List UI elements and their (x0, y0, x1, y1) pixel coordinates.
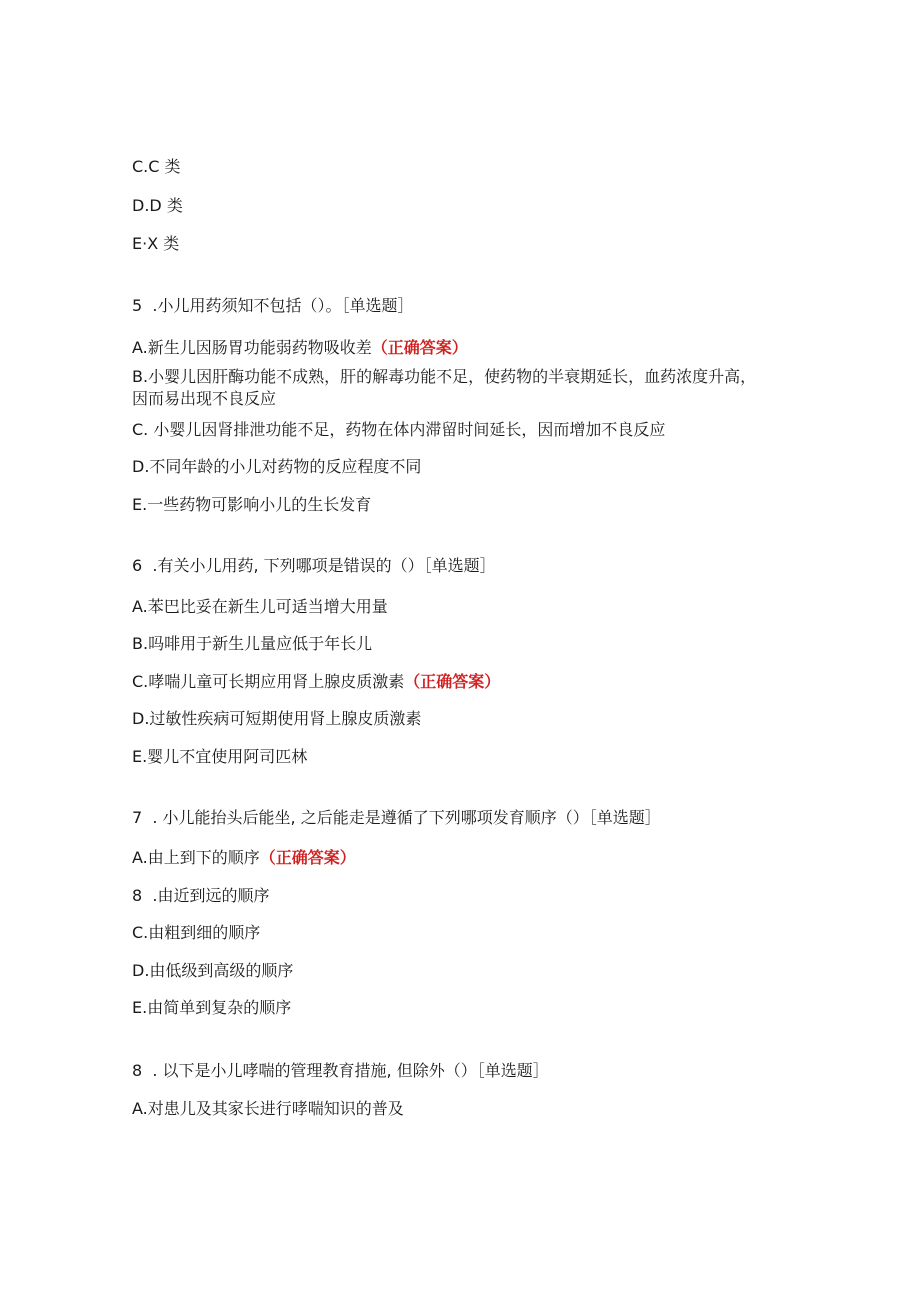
q5-title: 5 .小儿用药须知不包括（）。［单选题］ (132, 296, 414, 315)
q4-option-d: D.D 类 (132, 196, 183, 215)
q6-option-c (132, 671, 500, 693)
q6-option-d: D.过敏性疾病可短期使用肾上腺皮质激素 (132, 709, 422, 728)
q5-option-b: B.小婴儿因肝酶功能不成熟，肝的解毒功能不足，使药物的半衰期延长，血药浓度升高，因而易出现不良反应 (132, 367, 757, 408)
q6-option-a: A.苯巴比妥在新生儿可适当增大用量 (132, 597, 388, 616)
q8-option-a: A.对患儿及其家长进行哮喘知识的普及 (132, 1099, 404, 1118)
q5-option-d: D.不同年龄的小儿对药物的反应程度不同 (132, 457, 422, 476)
q5-option-c: C. 小婴儿因肾排泄功能不足，药物在体内滞留时间延长，因而增加不良反应 (132, 420, 666, 439)
q8-title: 8 . 以下是小儿哮喘的管理教育措施, 但除外（）［单选题］ (132, 1061, 549, 1080)
q5-option-e: E.一些药物可影响小儿的生长发育 (132, 495, 372, 514)
q6-option-b: B.吗啡用于新生儿量应低于年长儿 (132, 634, 373, 653)
correct-answer-mark: （正确答案） (404, 672, 501, 691)
q6-title: 6 .有关小儿用药, 下列哪项是错误的（）［单选题］ (132, 556, 496, 575)
q7-option-a (132, 847, 356, 869)
q4-option-e: E·X 类 (132, 234, 180, 253)
q5-option-a-text: A.新生儿因肠胃功能弱药物吸收差 (132, 338, 372, 357)
q7-option-e: E.由简单到复杂的顺序 (132, 998, 292, 1017)
q7-option-c: C.由粗到细的顺序 (132, 923, 261, 942)
q5-option-a (132, 337, 468, 359)
q7-option-b: 8 .由近到远的顺序 (132, 886, 270, 905)
q4-option-c: C.C 类 (132, 157, 181, 176)
q6-option-c-text: C.哮喘儿童可长期应用肾上腺皮质激素 (132, 672, 405, 691)
correct-answer-mark: （正确答案） (371, 338, 468, 357)
q7-title: 7 . 小儿能抬头后能坐, 之后能走是遵循了下列哪项发育顺序（）［单选题］ (132, 808, 661, 827)
q6-option-e: E.婴儿不宜使用阿司匹林 (132, 747, 308, 766)
q7-option-a-text: A.由上到下的顺序 (132, 848, 260, 867)
q7-option-d: D.由低级到高级的顺序 (132, 961, 294, 980)
correct-answer-mark: （正确答案） (259, 848, 356, 867)
